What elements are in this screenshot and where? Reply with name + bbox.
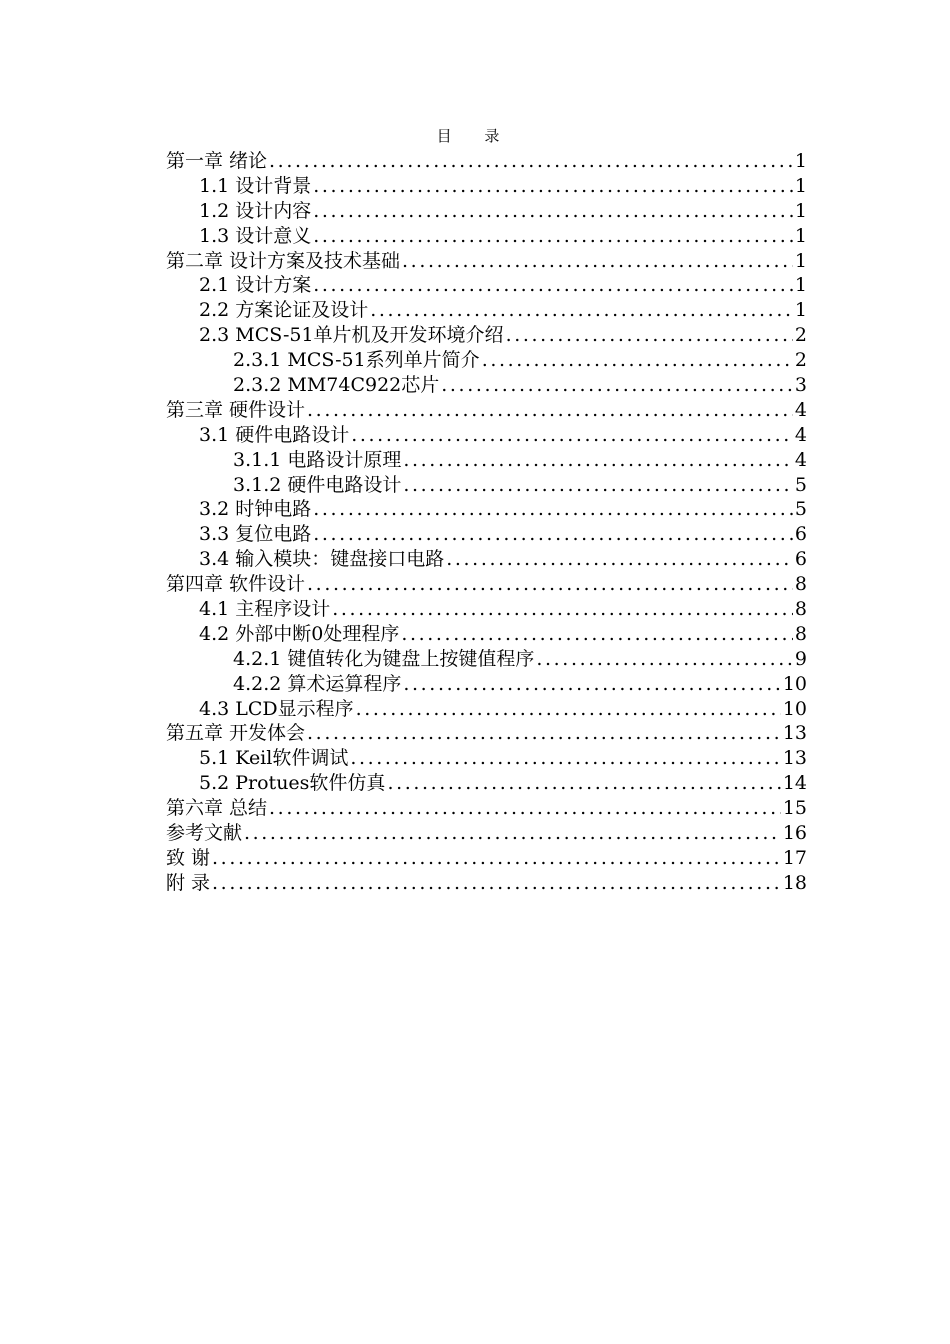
toc-entry-page: 1 <box>794 199 807 222</box>
toc-entry-label: 2.3.1 MCS-51系列单片简介 <box>233 349 480 372</box>
toc-entry-page: 2 <box>794 349 807 372</box>
toc-entry[interactable] <box>166 423 807 448</box>
toc-entry[interactable] <box>166 273 807 298</box>
toc-entry-label: 1.2 设计内容 <box>199 199 312 222</box>
toc-entry-page: 1 <box>794 150 807 172</box>
toc-entry[interactable] <box>166 149 807 174</box>
toc-dot-leader <box>387 771 780 796</box>
toc-dot-leader <box>307 721 781 746</box>
toc-dot-leader <box>350 746 780 771</box>
toc-entry-page: 4 <box>794 398 807 421</box>
toc-entry-label: 第五章 开发体会 <box>166 722 306 745</box>
toc-entry-page: 1 <box>794 174 807 197</box>
toc-entry[interactable] <box>166 298 807 323</box>
toc-dot-leader <box>269 796 781 821</box>
toc-entry[interactable] <box>166 871 807 896</box>
toc-entry-page: 14 <box>782 772 807 795</box>
toc-entry[interactable] <box>166 174 807 199</box>
toc-entry-page: 10 <box>782 697 807 720</box>
toc-entry-label: 1.3 设计意义 <box>199 224 312 247</box>
toc-entry[interactable] <box>166 821 807 846</box>
toc-dot-leader <box>482 348 793 373</box>
toc-entry[interactable] <box>166 373 807 398</box>
toc-dot-leader <box>332 597 793 622</box>
toc-entry-page: 1 <box>794 249 807 272</box>
toc-entry-label: 2.2 方案论证及设计 <box>199 299 369 322</box>
toc-entry-label: 3.1.2 硬件电路设计 <box>233 473 402 496</box>
toc-dot-leader <box>536 647 793 672</box>
toc-entry[interactable] <box>166 846 807 871</box>
toc-entry-page: 5 <box>794 498 807 521</box>
toc-dot-leader <box>403 448 793 473</box>
toc-entry-label: 第六章 总结 <box>166 797 268 820</box>
toc-entry[interactable] <box>166 547 807 572</box>
toc-entry-page: 16 <box>782 822 807 845</box>
toc-dot-leader <box>351 423 793 448</box>
toc-dot-leader <box>446 547 793 572</box>
toc-title: 目 录 <box>436 127 514 145</box>
toc-dot-leader <box>244 821 781 846</box>
toc-entry-page: 1 <box>794 299 807 322</box>
toc-entry-page: 8 <box>794 622 807 645</box>
toc-entry-label: 2.3.2 MM74C922芯片 <box>233 374 440 397</box>
toc-entry-page: 6 <box>794 523 807 546</box>
toc-entry[interactable] <box>166 647 807 672</box>
toc-entry-label: 4.1 主程序设计 <box>199 598 331 621</box>
toc-dot-leader <box>506 323 793 348</box>
toc-dot-leader <box>403 473 793 498</box>
toc-entry-page: 6 <box>794 548 807 571</box>
toc-dot-leader <box>313 497 793 522</box>
toc-entry-label: 第三章 硬件设计 <box>166 398 306 421</box>
toc-entry[interactable] <box>166 796 807 821</box>
toc-entry-label: 2.1 设计方案 <box>199 274 312 297</box>
toc-entry-page: 8 <box>794 573 807 596</box>
toc-entry-label: 第一章 绪论 <box>166 150 268 172</box>
toc-entry-label: 参考文献 <box>166 822 243 845</box>
toc-entry-page: 18 <box>782 871 807 894</box>
toc-dot-leader <box>313 174 793 199</box>
toc-entry-page: 13 <box>782 722 807 745</box>
toc-entry-label: 3.1.1 电路设计原理 <box>233 448 402 471</box>
toc-dot-leader <box>401 622 793 647</box>
toc-dot-leader <box>313 522 793 547</box>
toc-entry-page: 4 <box>794 423 807 446</box>
toc-entry-page: 9 <box>794 647 807 670</box>
toc-entry-label: 3.2 时钟电路 <box>199 498 312 521</box>
toc-entry[interactable] <box>166 597 807 622</box>
toc-entry-label: 4.3 LCD显示程序 <box>199 697 354 720</box>
toc-dot-leader <box>212 871 781 896</box>
toc-entry-page: 1 <box>794 224 807 247</box>
toc-entry-page: 2 <box>794 324 807 347</box>
toc-entry-label: 第二章 设计方案及技术基础 <box>166 249 401 272</box>
toc-entry-label: 3.3 复位电路 <box>199 523 312 546</box>
toc-entry-page: 5 <box>794 473 807 496</box>
toc-dot-leader <box>441 373 793 398</box>
toc-entry-label: 3.1 硬件电路设计 <box>199 423 350 446</box>
toc-entry[interactable] <box>166 622 807 647</box>
toc-entry[interactable] <box>166 473 807 498</box>
toc-entry-page: 10 <box>782 672 807 695</box>
toc-dot-leader <box>269 149 793 174</box>
toc-entry[interactable] <box>166 522 807 547</box>
toc-entry[interactable] <box>166 199 807 224</box>
toc-entry[interactable] <box>166 497 807 522</box>
toc-entry-page: 1 <box>794 274 807 297</box>
toc-entry-label: 3.4 输入模块：键盘接口电路 <box>199 548 445 571</box>
toc-dot-leader <box>307 572 793 597</box>
toc-entry-label: 致 谢 <box>166 846 211 869</box>
toc-dot-leader <box>313 199 793 224</box>
toc-entry[interactable] <box>166 323 807 348</box>
toc-entry[interactable] <box>166 249 807 274</box>
toc-entry[interactable] <box>166 746 807 771</box>
toc-entry-label: 5.1 Keil软件调试 <box>199 747 349 770</box>
toc-entry[interactable] <box>166 721 807 746</box>
toc-dot-leader <box>212 846 781 871</box>
toc-dot-leader <box>403 672 780 697</box>
toc-dot-leader <box>307 398 793 423</box>
toc-entry-label: 4.2.2 算术运算程序 <box>233 672 402 695</box>
toc-entry-page: 8 <box>794 598 807 621</box>
toc-entry[interactable] <box>166 771 807 796</box>
toc-entry-label: 4.2 外部中断0处理程序 <box>199 622 400 645</box>
toc-entry-label: 1.1 设计背景 <box>199 174 312 197</box>
toc-dot-leader <box>313 273 793 298</box>
toc-entry[interactable] <box>166 348 807 373</box>
toc-entry-label: 2.3 MCS-51单片机及开发环境介绍 <box>199 324 504 347</box>
toc-entry-page: 4 <box>794 448 807 471</box>
toc-entry-label: 4.2.1 键值转化为键盘上按键值程序 <box>233 647 535 670</box>
toc-entry-page: 15 <box>782 797 807 820</box>
toc-dot-leader <box>313 224 793 249</box>
toc-entry[interactable] <box>166 224 807 249</box>
table-of-contents <box>166 149 807 896</box>
toc-entry[interactable] <box>166 448 807 473</box>
toc-entry[interactable] <box>166 697 807 722</box>
toc-entry-label: 5.2 Protues软件仿真 <box>199 772 386 795</box>
toc-entry-page: 17 <box>782 846 807 869</box>
toc-entry[interactable] <box>166 572 807 597</box>
toc-entry-label: 附 录 <box>166 871 211 894</box>
toc-entry-page: 3 <box>794 374 807 397</box>
toc-entry[interactable] <box>166 398 807 423</box>
toc-dot-leader <box>402 249 793 274</box>
toc-dot-leader <box>370 298 793 323</box>
toc-entry-label: 第四章 软件设计 <box>166 573 306 596</box>
toc-entry[interactable] <box>166 672 807 697</box>
toc-entry-page: 13 <box>782 747 807 770</box>
toc-dot-leader <box>356 697 781 722</box>
